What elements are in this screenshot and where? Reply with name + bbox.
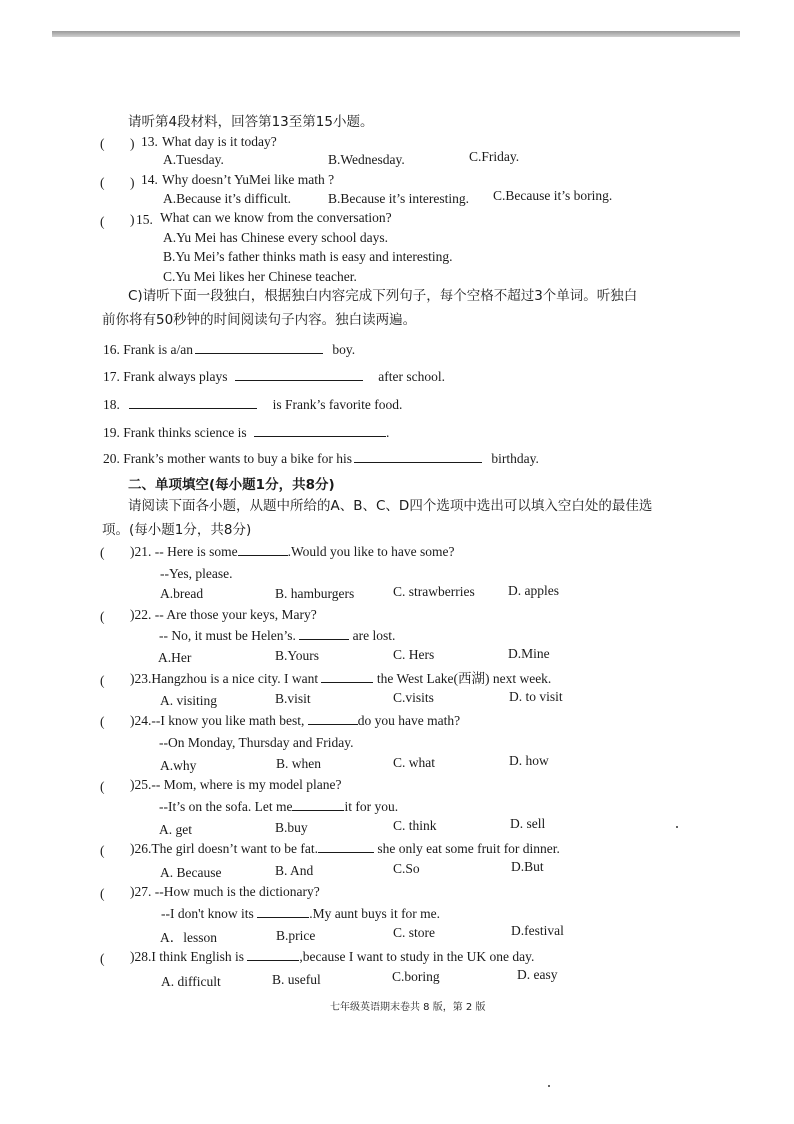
- option-a: A.Tuesday.: [163, 152, 224, 167]
- question-26: )26.The girl doesn’t want to be fat. she only eat some fruit for dinner.: [130, 841, 560, 856]
- sentence-20: [103, 450, 539, 467]
- answer-text-part: .My aunt buys it for me.: [309, 906, 441, 921]
- sentence-after: after school.: [378, 369, 445, 384]
- answer-blank[interactable]: [308, 712, 358, 725]
- option-d: D. how: [509, 753, 549, 768]
- question-number: 24.: [134, 713, 152, 728]
- answer-paren-open: (: [100, 175, 105, 190]
- page-footer: 七年级英语期末卷共 8 版，第 2 版: [330, 1002, 486, 1013]
- question-text: --I know you like math best,: [151, 713, 305, 728]
- answer-paren-open: (: [100, 136, 105, 151]
- option-c: C. store: [393, 925, 435, 940]
- option-b: B. hamburgers: [275, 586, 355, 601]
- answer-paren: (: [100, 714, 105, 729]
- option-b: B.Because it’s interesting.: [328, 191, 469, 206]
- answer-blank[interactable]: [257, 905, 309, 918]
- option-a: A. get: [159, 822, 192, 837]
- option-a: A. difficult: [161, 974, 221, 989]
- question-number: 13.: [141, 134, 158, 149]
- answer-text: [161, 905, 440, 922]
- option-c: C. Hers: [393, 647, 435, 662]
- answer-text: --On Monday, Thursday and Friday.: [159, 735, 354, 750]
- sentence-before: Frank always plays: [123, 369, 228, 384]
- option-a: A.bread: [160, 586, 204, 601]
- option-b: B. And: [275, 863, 314, 878]
- sentence-after: is Frank’s favorite food.: [272, 397, 403, 412]
- question-number: 23.: [134, 671, 152, 686]
- question-text: do you have math?: [357, 713, 461, 728]
- answer-blank[interactable]: [354, 450, 482, 463]
- answer-paren: (: [100, 545, 105, 560]
- answer-blank[interactable]: [321, 670, 373, 683]
- answer-text-part: --It’s on the sofa. Let me: [159, 799, 293, 814]
- answer-text: [159, 627, 395, 644]
- answer-blank[interactable]: [235, 368, 363, 381]
- answer-paren: (: [100, 673, 105, 688]
- option-c: C.Because it’s boring.: [493, 188, 613, 203]
- question-22: )22. -- Are those your keys, Mary?: [130, 607, 317, 622]
- option-c: C.Friday.: [469, 149, 520, 164]
- question-text: The girl doesn’t want to be fat.: [151, 841, 318, 856]
- option-d: D. easy: [517, 967, 558, 982]
- item-number: 16.: [103, 342, 120, 357]
- answer-text-part: --I don't know its: [161, 906, 254, 921]
- question-number: 25.: [134, 777, 152, 792]
- question-28: )28.I think English is ,because I want to study in the UK one day.: [130, 949, 535, 964]
- option-c: C.visits: [393, 690, 434, 705]
- option-c: C. what: [393, 755, 435, 770]
- section-instruction-line2: 项。(每小题1分，共8分): [102, 522, 252, 538]
- answer-paren-close: ): [130, 212, 135, 227]
- answer-paren: (: [100, 951, 105, 966]
- question-23: )23.Hangzhou is a nice city. I want the West Lake(西湖) next week.: [130, 671, 552, 686]
- option-d: D. to visit: [509, 689, 563, 704]
- scan-speck: [548, 1085, 550, 1087]
- option-c: C. think: [393, 818, 437, 833]
- answer-blank[interactable]: [195, 341, 323, 354]
- question-text: I think English is: [151, 949, 245, 964]
- sentence-after: birthday.: [491, 451, 539, 466]
- option-d: D. sell: [510, 816, 546, 831]
- option-c: C. strawberries: [393, 584, 475, 599]
- option-b: B. when: [276, 756, 321, 771]
- question-number: 26.: [134, 841, 152, 856]
- answer-paren: (: [100, 609, 105, 624]
- scan-speck: [676, 826, 678, 828]
- sentence-18: [103, 396, 402, 413]
- question-stem: What can we know from the conversation?: [160, 210, 392, 225]
- monologue-instruction-line1: C)请听下面一段独白，根据独白内容完成下列句子，每个空格不超过3个单词。听独白: [128, 288, 638, 304]
- sentence-17: [103, 368, 445, 385]
- option-b: B. useful: [272, 972, 321, 987]
- answer-blank[interactable]: [254, 424, 386, 437]
- question-21: )21. -- Here is some .Would you like to have some?: [130, 544, 455, 559]
- question-text: --How much is the dictionary?: [154, 884, 320, 899]
- option-a: A. Because: [160, 865, 222, 880]
- option-a: A.Because it’s difficult.: [163, 191, 291, 206]
- answer-text-part: are lost.: [352, 628, 396, 643]
- answer-paren: (: [100, 779, 105, 794]
- sentence-after: .: [385, 425, 390, 440]
- sentence-after: boy.: [332, 342, 356, 357]
- sentence-before: Frank’s mother wants to buy a bike for his: [123, 451, 352, 466]
- section-instruction-line1: 请阅读下面各小题，从题中所给的A、B、C、D四个选项中选出可以填入空白处的最佳选: [128, 498, 653, 514]
- answer-blank[interactable]: [238, 543, 288, 556]
- item-number: 18.: [103, 397, 120, 412]
- option-b: B.Wednesday.: [328, 152, 405, 167]
- answer-paren-close: ): [130, 175, 135, 190]
- question-text: the West Lake(西湖) next week.: [376, 671, 552, 686]
- question-number: 21.: [134, 544, 152, 559]
- answer-text: [159, 798, 398, 815]
- question-24: )24.--I know you like math best, do you have math?: [130, 713, 461, 728]
- option-c: C.Yu Mei likes her Chinese teacher.: [163, 269, 357, 284]
- option-a: A．lesson: [160, 930, 217, 945]
- answer-blank[interactable]: [292, 798, 344, 811]
- question-number: 14.: [141, 172, 158, 187]
- question-stem: Why doesn’t YuMei like math ?: [162, 172, 335, 187]
- option-b: B.Yu Mei’s father thinks math is easy and interesting.: [163, 249, 453, 264]
- answer-paren-close: ): [130, 136, 135, 151]
- sentence-19: [103, 424, 389, 441]
- answer-text-part: -- No, it must be Helen’s.: [159, 628, 296, 643]
- question-text: Hangzhou is a nice city. I want: [151, 671, 319, 686]
- option-d: D. apples: [508, 583, 559, 598]
- option-b: B.visit: [275, 691, 311, 706]
- answer-blank[interactable]: [247, 948, 299, 961]
- answer-text-part: it for you.: [344, 799, 399, 814]
- option-c: C.boring: [392, 969, 440, 984]
- question-number: 28.: [134, 949, 152, 964]
- sentence-before: Frank is a/an: [123, 342, 193, 357]
- answer-blank[interactable]: [129, 396, 257, 409]
- section-heading: 二、单项填空(每小题1分，共8分): [128, 477, 335, 493]
- question-stem: What day is it today?: [162, 134, 277, 149]
- question-text: ,because I want to study in the UK one day.: [299, 949, 535, 964]
- answer-blank[interactable]: [318, 840, 374, 853]
- sentence-before: Frank thinks science is: [123, 425, 247, 440]
- question-text: -- Here is some: [154, 544, 238, 559]
- option-d: D.But: [511, 859, 544, 874]
- monologue-instruction-line2: 前你将有50秒钟的时间阅读句子内容。独白读两遍。: [102, 312, 417, 328]
- option-a: A. visiting: [160, 693, 218, 708]
- question-number: 27.: [134, 884, 152, 899]
- option-d: D.Mine: [508, 646, 550, 661]
- option-a: A.why: [160, 758, 197, 773]
- option-a: A.Her: [158, 650, 192, 665]
- item-number: 17.: [103, 369, 120, 384]
- question-text: -- Are those your keys, Mary?: [154, 607, 317, 622]
- option-c: C.So: [393, 861, 420, 876]
- answer-text: --Yes, please.: [160, 566, 233, 581]
- question-27: )27. --How much is the dictionary?: [130, 884, 320, 899]
- question-text: -- Mom, where is my model plane?: [151, 777, 342, 792]
- option-b: B.price: [276, 928, 316, 943]
- option-b: B.buy: [275, 820, 308, 835]
- question-25: )25.-- Mom, where is my model plane?: [130, 777, 342, 792]
- option-b: B.Yours: [275, 648, 320, 663]
- question-text: she only eat some fruit for dinner.: [377, 841, 560, 856]
- question-number: 15.: [136, 212, 153, 227]
- answer-blank[interactable]: [299, 627, 349, 640]
- answer-paren: (: [100, 843, 105, 858]
- item-number: 20.: [103, 451, 120, 466]
- item-number: 19.: [103, 425, 120, 440]
- question-number: 22.: [134, 607, 152, 622]
- option-a: A.Yu Mei has Chinese every school days.: [163, 230, 388, 245]
- answer-paren-open: (: [100, 214, 105, 229]
- question-text: .Would you like to have some?: [287, 544, 455, 559]
- answer-paren: (: [100, 886, 105, 901]
- listening-instruction: 请听第4段材料，回答第13至第15小题。: [128, 114, 374, 130]
- option-d: D.festival: [511, 923, 564, 938]
- sentence-16: [103, 341, 355, 358]
